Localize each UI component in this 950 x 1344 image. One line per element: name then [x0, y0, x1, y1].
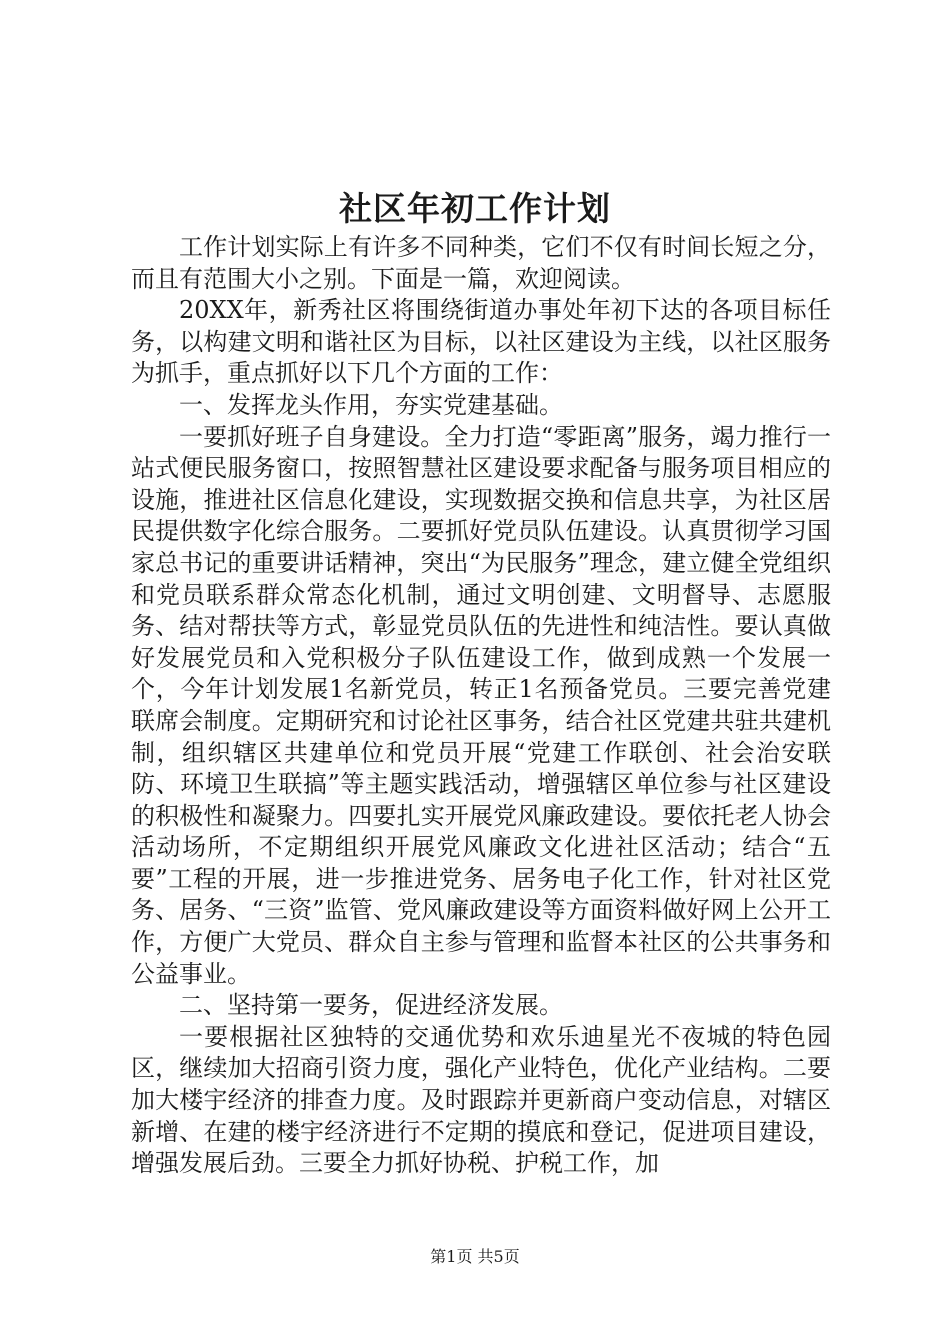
document-body [131, 232, 831, 1180]
paragraph-overview: 20XX年，新秀社区将围绕街道办事处年初下达的各项目标任务，以构建文明和谐社区为目标，以社区建设为主线，以社区服务为抓手，重点抓好以下几个方面的工作： [131, 296, 831, 388]
paragraph-economy: 一要根据社区独特的交通优势和欢乐迪星光不夜城的特色园区，继续加大招商引资力度，强化产业特色，优化产业结构。二要加大楼宇经济的排查力度。及时跟踪并更新商户变动信息，对辖区新增、在建的楼宇经济进行不定期的摸底和登记，促进项目建设，增强发展后劲。三要全力抓好协税、护税工作，加 [131, 1022, 831, 1178]
page-number-footer: 第1页 共5页 [430, 1247, 520, 1266]
paragraph-intro: 工作计划实际上有许多不同种类，它们不仅有时间长短之分，而且有范围大小之别。下面是一篇，欢迎阅读。 [131, 233, 831, 293]
section-heading-2: 二、坚持第一要务，促进经济发展。 [179, 991, 563, 1020]
document-title: 社区年初工作计划 [339, 189, 611, 228]
section-heading-1: 一、发挥龙头作用，夯实党建基础。 [179, 390, 563, 419]
paragraph-party-building: 一要抓好班子自身建设。全力打造“零距离”服务，竭力推行一站式便民服务窗口，按照智慧社区建设要求配备与服务项目相应的设施，推进社区信息化建设，实现数据交换和信息共享，为社区居民提供数字化综合服务。二要抓好党员队伍建设。认真贯彻学习国家总书记的重要讲话精神，突出“为民服务”理念，建立健全党组织和党员联系群众常态化机制，通过文明创建、文明督导、志愿服务、结对帮扶等方式，彰显党员队伍的先进性和纯洁性。要认真做好发展党员和入党积极分子队伍建设工作，做到成熟一个发展一个，今年计划发展1名新党员，转正1名预备党员。三要完善党建联席会制度。定期研究和讨论社区事务，结合社区党建共驻共建机制，组织辖区共建单位和党员开展“党建工作联创、社会治安联防、环境卫生联搞”等主题实践活动，增强辖区单位参与社区建设的积极性和凝聚力。四要扎实开展党风廉政建设。要依托老人协会活动场所，不定期组织开展党风廉政文化进社区活动；结合“五要”工程的开展，进一步推进党务、居务电子化工作，针对社区党务、居务、“三资”监管、党风廉政建设等方面资料做好网上公开工作，方便广大党员、群众自主参与管理和监督本社区的公共事务和公益事业。 [131, 422, 831, 988]
